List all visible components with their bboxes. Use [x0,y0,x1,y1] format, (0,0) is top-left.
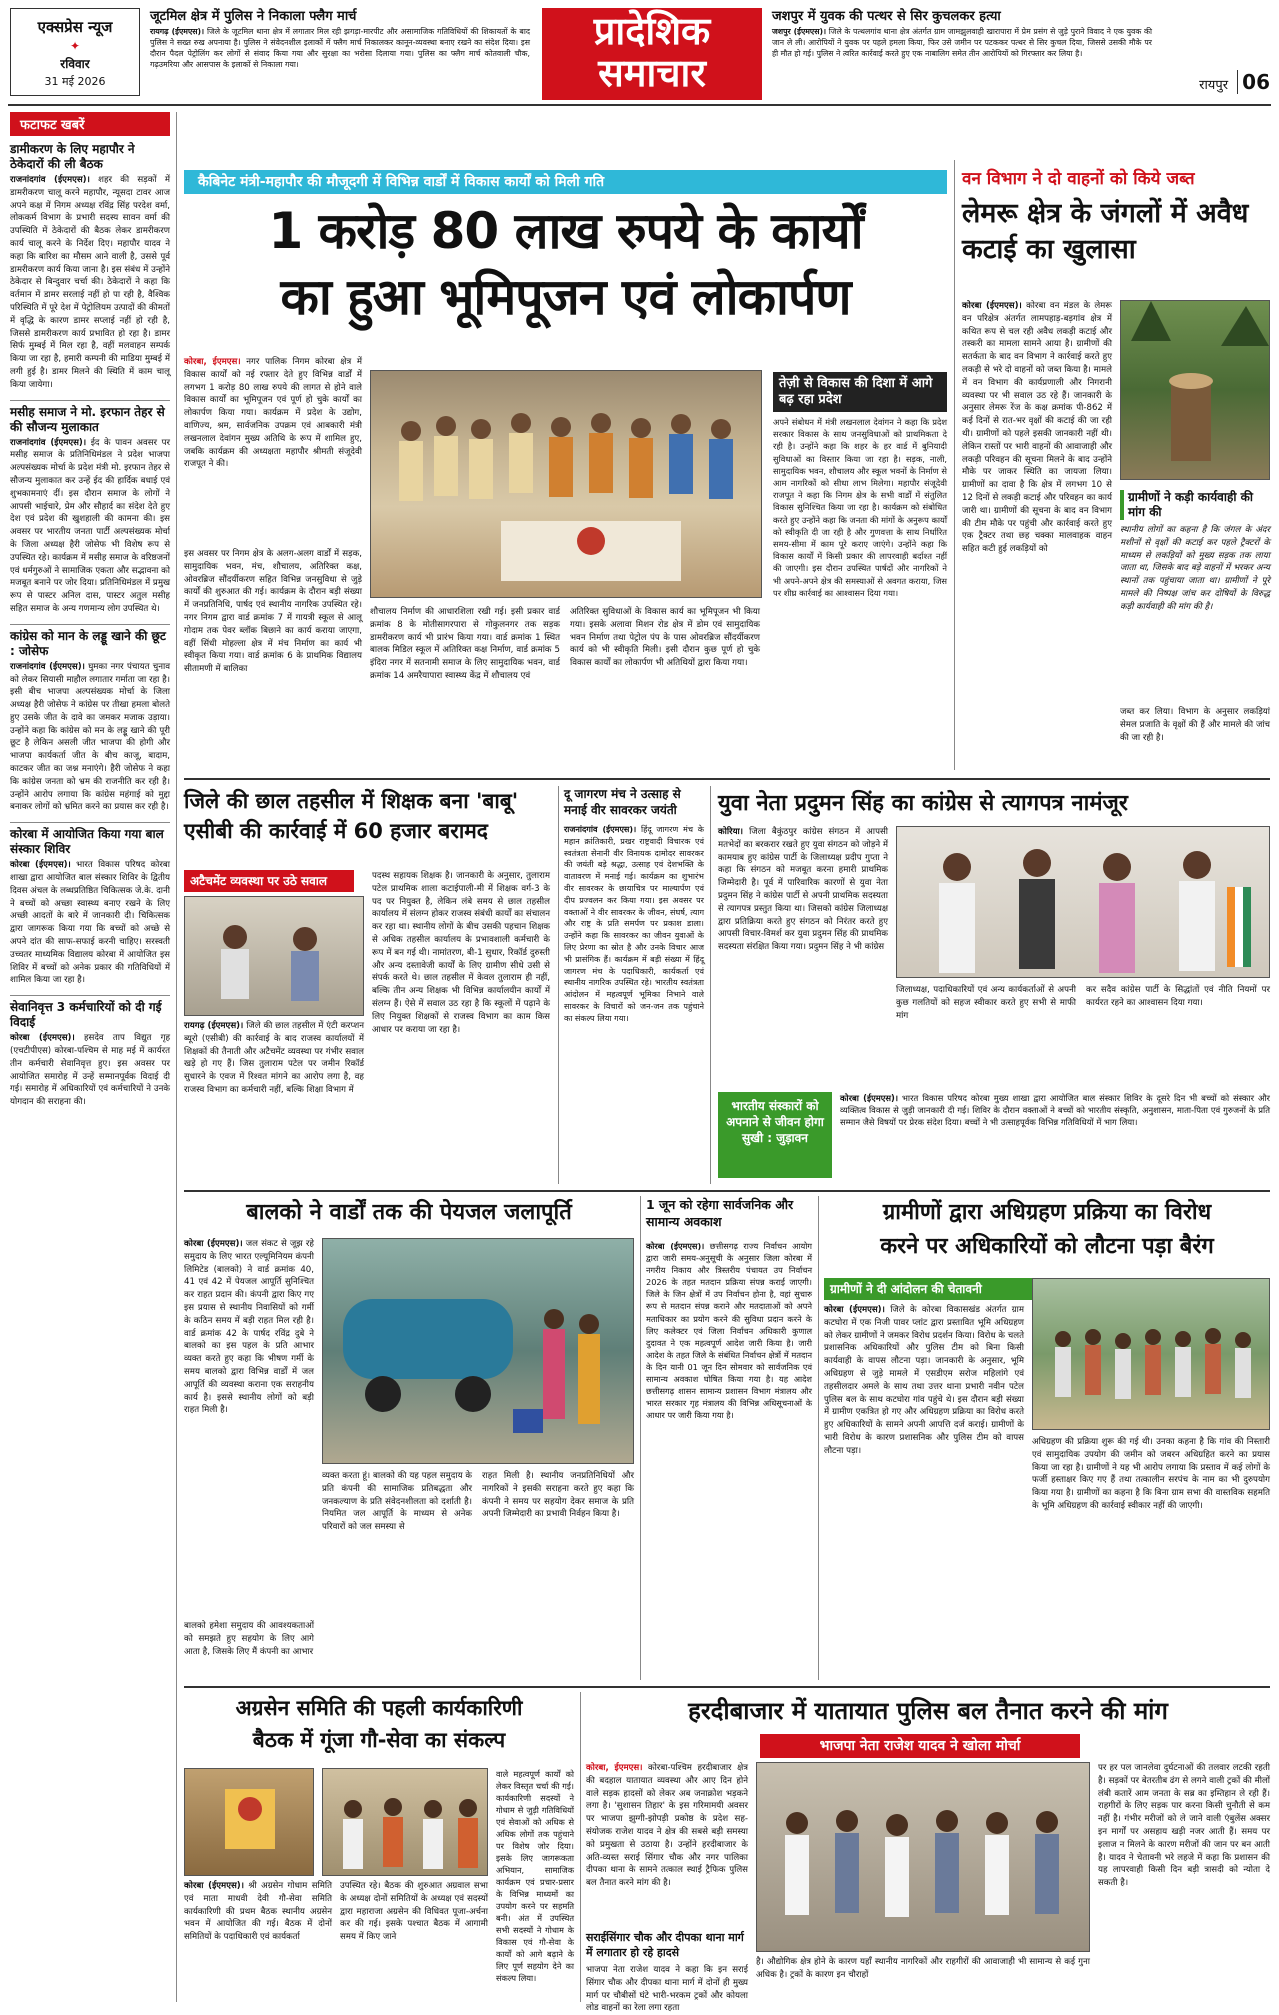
holiday-body: छत्तीसगढ़ राज्य निर्वाचन आयोग द्वारा जारी समय-अनुसूची के अनुसार जिला कोरबा में नगरीय निकाय और त्रिस्तरीय पंचायत उप निर्वाचन 2026 के तहत मतदान प्रक्रिया संपन्न कराई जाएगी। जिले के जिन क्षेत्रों में उप निर्वाचन होना है, वहां सुचारु रूप से मतदान संपन्न कराने और मतदाताओं को अपने मताधिकार का प्रयोग करने की सुविधा प्रदान करने के लिए कलेक्टर एवं जिला निर्वाचन अधिकारी कुणाल दुदावत ने एक महत्वपूर्ण आदेश जारी किया है। जारी आदेश के तहत जिले के संबंधित निर्वाचन क्षेत्रों में मतदान के दिन यानी 01 जून दिन सोमवार को सार्वजनिक एवं सामान्य अवकाश घोषित किया गया है। यह आदेश छत्तीसगढ़ शासन सामान्य प्रशासन विभाग मंत्रालय और भारत सरकार गृह मंत्रालय की विभिन्न अधिसूचनाओं के आधार पर जारी किया गया है। [646,1241,812,1421]
villagers-body-1: जिले के कोरबा विकासखंड अंतर्गत ग्राम कटघोरा में एक निजी पावर प्लांट द्वारा प्रस्तावित भूमि अधिग्रहण को लेकर ग्रामीणों ने जमकर विरोध प्रदर्शन किया। विरोध के चलते प्रशासनिक अधिकारियों और पुलिस टीम को बिना किसी कार्यवाही के वापस लौटना पड़ा। जानकारी के अनुसार, भूमि अधिग्रहण से जुड़े मामले में एसडीएम सरोज महिलांगे एवं तहसीलदार अमले के साथ तथा उत्तर थाना प्रभारी नवीन पटेल पुलिस बल के साथ कटघोरा गांव पहुंचे थे। इस दौरान बड़ी संख्या में ग्रामीण एकत्रित हो गए और अधिग्रहण प्रक्रिया का विरोध करते हुए अधिकारियों के सामने अपनी आपत्ति दर्ज कराई। ग्रामीणों के भारी विरोध के कारण प्रशासनिक और पुलिस टीम को वापस लौटना पड़ा। [824,1305,1024,1456]
day-label: रविवार [60,57,90,71]
water-headline: बालको ने वार्डों तक की पेयजल जलापूर्ति [246,1200,572,1225]
korba-sanskar-story [840,1092,1270,1178]
left-story-headline: जूटमिल क्षेत्र में पुलिस ने निकाला फ्लैग मार्च [150,9,357,24]
teacher-headline-line2: एसीबी की कार्रवाई में 60 हजार बरामद [184,819,488,843]
teacher-col-1 [184,1020,364,1184]
agrasen-col-2: उपस्थित रहे। बैठक की शुरुआत अग्रवाल सभा के अध्यक्ष दोनों समितियों के अध्यक्ष एवं सदस्यों द्वारा महाराजा अग्रसेन की विधिवत पूजा-अर्चना कर की गई। इसके पश्चात बैठक में आगामी समय में किए जाने [340,1881,488,1943]
pradyuman-col-3: कर सदैव कांग्रेस पार्टी के सिद्धांतों एवं नीति नियमों पर कार्यरत रहने का आश्वासन दिया गया। [1086,985,1270,1008]
brief-dateline: कोरबा (ईएमएस)। [10,860,71,871]
lead-sidebar [773,372,947,772]
villagers-kicker: ग्रामीणों ने दी आंदोलन की चेतावनी [824,1278,1038,1300]
puja-icon [185,1769,315,1877]
teacher-kicker: अटैचमेंट व्यवस्था पर उठे सवाल [184,870,354,892]
forest-tail: जब्त कर लिया। विभाग के अनुसार लकड़ियां सेमल प्रजाति के वृक्षों की हैं और मामले की जांच की जा रही है। [1120,707,1270,743]
teacher-col-2 [372,870,550,1184]
holiday-dateline: कोरबा (ईएमएस)। [646,1241,705,1251]
agrasen-body-1: श्री अग्रसेन गोधाम समिति एवं माता माधवी देवी गौ-सेवा समिति कार्यकारिणी की प्रथम बैठक स्थानीय अग्रसेन भवन में आयोजित की गई। बैठक में दोनों समितियों के पदाधिकारी एवं कार्यकर्ता [184,1881,332,1943]
villagers-col-2: अधिग्रहण की प्रक्रिया शुरू की गई थी। उनका कहना है कि गांव की निस्तारी एवं सामुदायिक उपयोग की जमीन को जबरन अधिग्रहित करने का प्रयास किया जा रहा है। ग्रामीणों ने यह भी आरोप लगाया कि प्रस्ताव में कई लोगों के फर्जी हस्ताक्षर किए गए हैं तथा तत्कालीन सरपंच के नाम का भी दुरुपयोग किया गया है। ग्रामीणों का कहना है कि बिना ग्राम सभा की वास्तविक सहमति के भूमि अधिग्रहण की कार्रवाई स्वीकार नहीं की जाएगी। [1032,1437,1270,1511]
brief-dateline: कोरबा (ईएमएस)। [10,1033,75,1044]
agrasen-dateline: कोरबा (ईएमएस)। [184,1881,244,1891]
lead-col-3 [370,606,560,772]
lead-body-4: अतिरिक्त सुविधाओं के विकास कार्य का भूमिपूजन भी किया गया। इसके अलावा मिशन रोड क्षेत्र में डोम एवं सामुदायिक भवन निर्माण तथा पेट्रोल पंप के पास ओवरब्रिज सौंदर्यीकरण कार्य को भी स्वीकृति मिली। इसी दौरान कुछ पूर्ण हो चुके विकास कार्यों का लोकार्पण भी अतिथियों द्वारा किया गया। [570,607,760,669]
water-photo [322,1238,634,1464]
traffic-dateline: कोरबा, ईएमएस। [586,1763,643,1773]
traffic-body-1: कोरबा-पश्चिम हरदीबाजार क्षेत्र की बदहाल यातायात व्यवस्था और आए दिन होने वाले सड़क हादसों को लेकर अब जनाक्रोश भड़कने लगा है। 'सुशासन तिहार' के इस गरिमामयी अवसर पर भाजपा झुग्गी-झोपड़ी प्रकोष्ठ के प्रदेश सह-संयोजक राजेश यादव ने क्षेत्र की सबसे बड़ी समस्या को प्रमुखता से उठाया है। उन्होंने हरदीबाजार के अति-व्यस्त सराई सिंगार चौक और नगर पालिका दीपका थाना के सामने तत्काल स्थाई ट्रैफिक पुलिस बल तैनात करने मांग की है। [586,1763,748,1889]
lead-side-body: अपने संबोधन में मंत्री लखनलाल देवांगन ने कहा कि प्रदेश सरकार विकास के साथ जनसुविधाओं को प्राथमिकता दे रही है। उन्होंने कहा कि शहर के हर वार्ड में बुनियादी सुविधाओं का विस्तार किया जा रहा है। सड़क, नाली, सामुदायिक भवन, शौचालय और स्कूल भवनों के निर्माण से आम नागरिकों को सीधा लाभ मिलेगा। महापौर संजूदेवी राजपूत ने कहा कि निगम क्षेत्र के सभी वार्डों में संतुलित विकास सुनिश्चित किया जा रहा है। कार्यक्रम को संबोधित करते हुए उन्होंने कहा कि जनता की मांगों के अनुरूप कार्यों को स्वीकृति दी जा रही है और गुणवत्ता के साथ निर्धारित समय-सीमा में काम पूरे कराए जाएंगे। उन्होंने कहा कि विकास कार्यों में किसी प्रकार की लापरवाही बर्दाश्त नहीं की जाएगी। इस दौरान उपस्थित पार्षदों और नागरिकों ने भी अपने-अपने क्षेत्र की समस्याओं से अवगत कराया, जिस पर शीघ्र कार्रवाई का आश्वासन दिया गया। [773,417,947,598]
traffic-kicker: भाजपा नेता राजेश यादव ने खोला मोर्चा [760,1734,1080,1758]
page-number: 06 [1237,70,1270,94]
holiday-col [646,1240,812,1680]
brief-item-5 [10,995,170,1109]
city-label: रायपुर [1199,78,1229,93]
pradyuman-dateline: कोरिया। [718,827,744,837]
veer-dateline: राजनांदगांव (ईएमएस)। [564,824,637,834]
office-people-icon [185,897,365,1017]
water-col-1 [184,1238,314,1618]
brief-body: हसदेव ताप विद्युत गृह (एचटीपीएस) कोरबा-पश्चिम से माह मई में कार्यरत तीन कर्मचारी सेवानिवृत्त हुए। इस अवसर पर आयोजित समारोह में उन्हें सम्मानपूर्वक विदाई दी गई। समारोह में अधिकारियों एवं कर्मचारियों ने उनके योगदान की सराहना की। [10,1033,171,1108]
brief-headline: मसीह समाज ने मो. इरफान तेहर से की सौजन्य मुलाकात [10,404,165,434]
brief-dateline: राजनांदगांव (ईएमएस)। [10,437,87,448]
left-story-dateline: रायगढ़ (ईएमएस)। [150,27,205,36]
traffic-photo [756,1762,1090,1952]
left-story-body: जिले के जूटमिल थाना क्षेत्र में लगातार मिल रही झगड़ा-मारपीट और असामाजिक गतिविधियों की शिकायतों के बाद पुलिस ने सख्त रुख अपनाया है। पुलिस ने संवेदनशील इलाकों में फ्लैग मार्च निकालकर कानून-व्यवस्था बनाए रखने का संदेश दिया। इस दौरान पैदल पेट्रोलिंग कर लोगों से संवाद किया गया और सुरक्षा का भरोसा दिलाया गया। पुलिस का फ्लैग मार्च कोतवाली चौक, गढ़उमरिया और आसपास के इलाकों से निकाला गया। [150,27,530,69]
agrasen-headline [184,1692,574,1762]
teacher-dateline: रायगढ़ (ईएमएस)। [184,1021,244,1031]
traffic-col-3: है। औद्योगिक क्षेत्र होने के कारण यहाँ स्थानीय नागरिकों और राहगीरों की आवाजाही भी सामान्य से कई गुना अधिक है। ट्रकों के कारण इन चौराहों [756,1957,1090,1980]
lead-headline [184,198,947,348]
agrasen-headline-line1: अग्रसेन समिति की पहली कार्यकारिणी [235,1696,523,1720]
agrasen-col-3: वाले महत्वपूर्ण कार्यों को लेकर विस्तृत चर्चा की गई। कार्यकारिणी सदस्यों ने गोधाम से जुड़ी गतिविधियों एवं सेवाओं को अधिक से अधिक लोगों तक पहुंचाने पर विशेष जोर दिया। इसके लिए जागरूकता अभियान, सामाजिक कार्यक्रम एवं प्रचार-प्रसार के विभिन्न माध्यमों का उपयोग करने पर सहमति बनी। अंत में उपस्थित सभी सदस्यों ने गोधाम के विकास एवं गौ-सेवा के कार्यों को आगे बढ़ाने के लिए पूर्ण सहयोग देने का संकल्प लिया। [496,1769,574,1983]
brief-body: भारत विकास परिषद कोरबा शाखा द्वारा आयोजित बाल संस्कार शिविर के द्वितीय दिवस अंचल के लब्धप्रतिष्ठित चिकित्सक जे.के. दानी ने बच्चों को अच्छा स्वास्थ्य बनाए रखने के लिए अच्छी आदतों के बारे में जानकारी दी। चिकित्सक द्वारा जागरूक किया गया कि बच्चों को अच्छे से अपने दांत की साफ-सफाई करनी चाहिए। सरस्वती उच्चतर माध्यमिक विद्यालय कोरबा में आयोजित इस शिविर में बच्चों को अनेक प्रकार की गतिविधियों में शामिल किया जा रहा है। [10,860,170,986]
meeting-icon [323,1769,489,1877]
water-col-3: व्यक्त करता हूं। बालको की यह पहल समुदाय के प्रति कंपनी की सामाजिक प्रतिबद्धता और जनकल्याण के प्रति संवेदनशीलता को दर्शाती है। नियमित जल आपूर्ति के माध्यम से अनेक परिवारों को जल समस्या से [322,1471,472,1533]
brief-headline: कांग्रेस को मान के लड्डू खाने की छूट : जोसेफ [10,628,166,658]
teacher-headline-line1: जिले की छाल तहसील में शिक्षक बना 'बाबू' [184,789,519,813]
lead-headline-line2: का हुआ भूमिपूजन एवं लोकार्पण [280,268,851,326]
villagers-dateline: कोरबा (ईएमएस)। [824,1305,885,1315]
tree-stump-icon [1121,301,1271,481]
officials-meeting-icon [757,1763,1091,1953]
brief-body: शहर की सड़कों में डामरीकरण चालू करने महापौर, न्यूसदा टावर आज अपने कक्ष में निगम अध्यक्ष रविंद्र सिंह परदेश वर्मा, लोककर्म विभाग के प्रभारी सदस्य सावन वर्मा की उपस्थिति में ठेकेदारों की बैठक लेकर डामरीकरण कार्य चालू करने के निर्देश दिए। महापौर यादव ने कहा कि बारिश का मौसम आने वाली है, उससे पूर्व डामरीकरण कार्य किया जाना है। इस संबंध में उन्होंने ठेकेदार से बिन्दुवार चर्चा की। ठेकेदारों ने कहा कि वर्तमान में डामर सरलाई नहीं हो पा रही है, वैश्विक परिस्थिति में पूरे देश में पेट्रोलियम उत्पादों की कीमतों में वृद्धि के कारण डामर सप्लाई नहीं हो रही है, जिससे डामरीकरण कार्य प्रभावित हो रहा है। डामर सिर्फ मुम्बई में मिल रहा है, वहीं मलवाहन सम्पर्क किया जा रहा है, हमारी कम्पनी की माडिया मुम्बई में लगी हुई है। डामर मिलने की स्थिति में काम चालू किया जायेगा। [10,175,170,390]
pradyuman-headline: युवा नेता प्रदुमन सिंह का कांग्रेस से त्यागपत्र नामंजूर [718,791,1128,816]
brief-body: घुमका नगर पंचायत चुनाव को लेकर सियासी माहौल लगातार गर्माता जा रहा है। इसी बीच भाजपा अल्पसंख्यक मोर्चा के जिला अध्यक्ष हैरी जोसेफ ने कांग्रेस पर तीखा हमला बोलते हुए उसके जीत के दावे का जमकर मजाक उड़ाया। उन्होंने कहा कि कांग्रेस को मन के लड्डू खाने की पूरी छूट है लेकिन असली जीत भाजपा की होगी और भाजपा कार्यकर्ता जीत के बीच काजू, बादाम, काटकर जीत का जश्न मनाएंगे। हैरी जोसेफ ने कहा कि कांग्रेस जनता को भ्रम की राजनीति कर रही है। उन्होंने आरोप लगाया कि कांग्रेस महंगाई को मुद्दा बनाकर लोगों को भ्रमित करने का प्रयास कर रही है। [10,661,171,813]
crowd-icon [1033,1279,1271,1431]
water-col-4: राहत मिली है। स्थानीय जनप्रतिनिधियों और नागरिकों ने इसकी सराहना करते हुए कहा कि कंपनी ने समय पर सहयोग देकर समाज के प्रति अपनी जिम्मेदारी का प्रभावी निर्वहन किया है। [482,1471,634,1520]
lead-kicker: कैबिनेट मंत्री-महापौर की मौजूदगी में विभिन्न वार्डों में विकास कार्यों को मिली गति [184,170,947,194]
forest-dateline: कोरबा (ईएमएस)। [962,301,1022,311]
lead-body-2: इस अवसर पर निगम क्षेत्र के अलग-अलग वार्डों में सड़क, सामुदायिक भवन, मंच, शौचालय, अतिरिक्त कक्ष, ओवरब्रिज सौंदर्यीकरण सहित विभिन्न जनसुविधा से जुड़े कार्यों की शुरुआत की गई। कार्यक्रम के दौरान बड़ी संख्या में जनप्रतिनिधि, पार्षद एवं स्थानीय नागरिक उपस्थित रहे। नगर निगम द्वारा वार्ड क्रमांक 7 में गायत्री स्कूल से आलू गोदाम तक पेवर ब्लॉक बिछाने का कार्य कराया जाएगा, वहीं सिंधी मोहल्ला क्षेत्र में मंच निर्माण का कार्य भी स्वीकृत किया गया। वार्ड क्रमांक 6 के प्राथमिक विद्यालय सीतामणी में बालिका [184,549,362,675]
brief-item-1 [10,142,170,392]
agrasen-headline-line2: बैठक में गूंजा गौ-सेवा का संकल्प [252,1728,506,1752]
lead-side-kicker: तेज़ी से विकास की दिशा में आगे बढ़ रहा प्रदेश [773,372,947,412]
lead-photo [370,370,762,598]
veer-kicker: दू जागरण मंच ने उत्साह से मनाई वीर सावरकर जयंती [564,787,681,817]
water-tanker-icon [323,1239,635,1465]
briefs-label: फटाफट खबरें [10,112,170,136]
brief-item-3 [10,624,170,815]
left-briefs-column [10,112,170,2002]
ornament-icon: ✦ [69,39,81,53]
right-story-dateline: जशपुर (ईएमएस)। [772,27,827,36]
water-body-1: जल संकट से जूझ रहे समुदाय के लिए भारत एल्यूमिनियम कंपनी लिमिटेड (बालको) ने वार्ड क्रमांक 40, 41 एवं 42 में पेयजल आपूर्ति सुनिश्चित कर राहत प्रदान की। कंपनी द्वारा किए गए इस प्रयास से स्थानीय निवासियों को गर्मी के कठिन समय में बड़ी राहत मिल रही है। वार्ड क्रमांक 42 के पार्षद रविंद्र दुबे ने बालको का इस पहल के प्रति आभार व्यक्त करते हुए कहा कि भीषण गर्मी के समय बालको द्वारा विभिन्न वार्डों में जल आपूर्ति की व्यवस्था कराना एक सराहनीय कार्य है। इससे स्थानीय लोगों को बड़ी राहत मिली है। [184,1239,314,1416]
lead-col-4 [570,606,760,772]
brief-dateline: राजनांदगांव (ईएमएस)। [10,175,90,185]
villagers-photo [1032,1278,1270,1430]
agrasen-photo-1 [184,1768,314,1876]
forest-box [1120,490,1270,730]
traffic-subhead: सराईसिंगार चौक और दीपका थाना मार्ग में लगातार हो रहे हादसे [586,1931,744,1959]
date-label: 31 मई 2026 [44,75,106,88]
agrasen-photo-2 [322,1768,488,1876]
teacher-body-1: जिले की छाल तहसील में एंटी करप्शन ब्यूरो (एसीबी) की कार्रवाई के बाद राजस्व कार्यालयों में शिक्षकों की तैनाती और अटैचमेंट व्यवस्था पर गंभीर सवाल खड़े हो गए हैं। जिस तुलाराम पटेल पर जमीन रिकॉर्ड सुधारने के एवज में रिश्वत मांगने का आरोप लगा है, वह राजस्व विभाग का कर्मचारी नहीं, बल्कि शिक्षा विभाग में [184,1021,365,1095]
forest-headline: लेमरू क्षेत्र के जंगलों में अवैध कटाई का खुलासा [962,198,1249,265]
traffic-headline: हरदीबाजार में यातायात पुलिस बल तैनात करने की मांग [688,1697,1168,1725]
masthead-datebox [10,8,140,96]
group-of-men-icon [897,827,1271,979]
brief-dateline: राजनांदगांव (ईएमएस)। [10,661,85,672]
pradyuman-col-1 [718,826,888,1088]
forest-photo [1120,300,1270,480]
brief-headline: कोरबा में आयोजित किया गया बाल संस्कार शिविर [10,827,164,857]
lead-body-3: शौचालय निर्माण की आधारशिला रखी गई। इसी प्रकार वार्ड क्रमांक 8 के मोतीसागरपारा से गोकुलनगर तक सड़क डामरीकरण कार्य भी प्रारंभ किया गया। वार्ड क्रमांक 1 स्थित बालक मिडिल स्कूल में अतिरिक्त कक्ष निर्माण, वार्ड क्रमांक 5 इंदिरा नगर में सतनामी समाज के लिए सामुदायिक भवन, वार्ड क्रमांक 14 अमरैयापारा स्वास्थ्य केंद्र में शौचालय एवं [370,607,560,681]
veer-box-kicker: भारतीय संस्कारों को अपनाने से जीवन होगा सुखी : जुड़ावन [718,1092,832,1178]
brief-headline: सेवानिवृत्त 3 कर्मचारियों को दी गई विदाई [10,1000,162,1030]
pradyuman-body: जिला बैकुंठपुर कांग्रेस संगठन में आपसी मतभेदों का बरकरार रखते हुए युवा संगठन को जोड़ने में कामयाब हुए कांग्रेस पार्टी के जिलाध्यक्ष प्रदीप गुप्ता ने कहा कि संगठन को मजबूत करना हमारी प्राथमिक जिम्मेदारी है। पूर्व में पारिवारिक कारणों से युवा नेता प्रदुमन सिंह ने कांग्रेस पार्टी से अपनी प्राथमिक सदस्यता से त्यागपत्र प्रस्तुत किया था। जिसको कांग्रेस जिलाध्यक्ष द्वारा प्रतिक्रिया करते हुए संगठन को निरंतर करते हुए आपसी विचार-विमर्श कर युवा प्रदुमन सिंह की प्राथमिक सदस्यता संरक्षित किया गया। प्रदुमन सिंह ने भी कांग्रेस [718,827,888,953]
right-story-headline: जशपुर में युवक की पत्थर से सिर कुचलकर हत्या [772,9,1001,24]
forest-kicker: वन विभाग ने दो वाहनों को किये जब्त [962,169,1195,189]
pradyuman-photo [896,826,1270,978]
villagers-headline-line1: ग्रामीणों द्वारा अधिग्रहण प्रक्रिया का विरोध [882,1200,1212,1225]
villagers-headline [824,1196,1270,1272]
traffic-col-4: पर हर पल जानलेवा दुर्घटनाओं की तलवार लटकी रहती है। सड़कों पर बेतरतीब ढंग से लगने वाली ट्रकों की मीलों लंबी कतारें आम जनता के सब्र का इम्तिहान ले रही हैं। राहगीरों के लिए सड़क पार करना किसी चुनौती से कम नहीं है। गंभीर मरीजों को ले जाने वाली एंबुलेंस अक्सर इन मार्गों पर असहाय खड़ी नजर आती हैं। समय पर इलाज न मिलने के कारण मरीजों की जान पर बन आती है। यादव ने चेतावनी भरे लहजे में कहा कि प्रशासन की यह लापरवाही किसी दिन बड़ी त्रासदी को न्योता दे सकती है। [1098,1763,1270,1889]
section-title-2: समाचार [598,51,706,95]
villagers-headline-line2: करने पर अधिकारियों को लौटना पड़ा बैरंग [880,1234,1214,1259]
veer-col [564,824,704,1124]
brief-item-4 [10,822,170,987]
lead-col-1b [184,548,362,808]
brief-headline: डामीकरण के लिए महापौर ने ठेकेदारों की ली बैठक [10,142,135,171]
teacher-body-2: पदस्थ सहायक शिक्षक है। जानकारी के अनुसार, तुलाराम पटेल प्राथमिक शाला कटाईपाली-मी में शिक्षक वर्ग-3 के पद पर नियुक्त है, लेकिन लंबे समय से छाल तहसील कार्यालय में संलग्न होकर राजस्व संबंधी कार्यों का संचालन कर रहा था। स्थानीय लोगों के बीच उसकी पहचान शिक्षक से अधिक तहसील कार्यालय के प्रभावशाली कर्मचारी के रूप में बन गई थी। नामांतरण, बी-1 सुधार, रिकॉर्ड दुरुस्ती और अन्य दस्तावेजी कार्यों के लिए ग्रामीण सीधे उसी से संपर्क करते थे। छाल तहसील में केवल तुलाराम ही नहीं, बल्कि तीन अन्य शिक्षक भी विभिन्न कार्यालयीन कार्यों में संलग्न हैं। ऐसे में सवाल उठ रहा है कि स्कूलों में पढ़ाने के लिए नियुक्त शिक्षकों से राजस्व विभाग का काम किस आधार पर कराया जा रहा है। [372,871,550,1035]
villagers-col-1 [824,1304,1024,1680]
forest-box-body: स्थानीय लोगों का कहना है कि जंगल के अंदर मशीनों से वृक्षों की कटाई कर पहले ट्रैक्टरों के माध्यम से लकड़ियों को मुख्य सड़क तक लाया जाता था, जिसके बाद बड़े वाहनों में भरकर अन्य स्थानों तक पहुंचाया जाता था। ग्रामीणों ने पूरे मामले की निष्पक्ष जांच कर दोषियों के विरुद्ध कड़ी कार्यवाही की मांग की है। [1120,525,1270,612]
agrasen-col-1 [184,1880,332,2000]
forest-body: कोरबा वन मंडल के लेमरू वन परिक्षेत्र अंतर्गत लामपहाड़-बड़गांव क्षेत्र में कथित रूप से चल रही अवैध लकड़ी कटाई और तस्करी का मामला सामने आया है। ग्रामीणों की सतर्कता के बाद वन विभाग ने कार्रवाई करते हुए लकड़ी से भरे दो वाहनों को जब्त किया है। मामले में वन विभाग की कार्यप्रणाली और निगरानी व्यवस्था पर भी सवाल उठ रहे हैं। जानकारी के अनुसार लेमरू रेंज के कक्ष क्रमांक पी-862 में कई दिनों से रात-भर वृक्षों की कटाई की जा रही थी। ग्रामीणों को पहले इसकी जानकारी नहीं थी। लेकिन रास्तों पर भारी वाहनों की आवाजाही और लकड़ी परिवहन की सूचना मिलने के बाद उन्होंने मौके पर जाकर स्थिति का जायजा लिया। ग्रामीणों का दावा है कि क्षेत्र में लगभग 10 से 12 दिनों से लकड़ी कटाई और परिवहन का कार्य जारी था। ग्रामीणों की सूचना के बाद वन विभाग की टीम मौके पर पहुंची और कार्रवाई करते हुए एक ट्रैक्टर तथा छह चक्का मालवाहक वाहन सहित कटी हुई लकड़ियों को [962,301,1112,555]
korba-sanskar-body: भारत विकास परिषद कोरबा मुख्य शाखा द्वारा आयोजित बाल संस्कार शिविर के दूसरे दिन भी बच्चों को संस्कार और व्यक्तित्व विकास से जुड़ी जानकारी दी गई। शिविर के दौरान वक्ताओं ने बच्चों को भारतीय संस्कृति, अनुशासन, माता-पिता एवं गुरुजनों के प्रति सम्मान जैसे विषयों पर प्रेरक संदेश दिया। बच्चों ने भी उत्साहपूर्वक विभिन्न गतिविधियों में भाग लिया। [840,1093,1270,1127]
brief-item-2 [10,400,170,616]
lead-body-1: नगर पालिक निगम कोरबा क्षेत्र में विकास कार्यों को नई रफ्तार देते हुए विभिन्न वार्डों में लगभग 1 करोड़ 80 लाख रुपये की लागत से होने वाले विकास कार्यों का भूमिपूजन एवं पूर्ण हो चुके कार्यों का लोकार्पण किया गया। कार्यक्रम में प्रदेश के उद्योग, वाणिज्य, श्रम, सार्वजनिक उपक्रम एवं आबकारी मंत्री लखनलाल देवांगन मुख्य अतिथि के रूप में शामिल हुए, जबकि कार्यक्रम की अध्यक्षता महापौर श्रीमती संजूदेवी राजपूत ने की। [184,357,362,470]
page-folio [1170,70,1270,98]
forest-col-1 [962,300,1112,770]
brief-body: ईद के पावन अवसर पर मसीह समाज के प्रतिनिधिमंडल ने प्रदेश भाजपा अल्पसंख्यक मोर्चा के प्रदेश मंत्री मो. इरफान तेहर से सौजन्य मुलाकात कर उन्हें ईद की हार्दिक बधाई एवं शुभकामनाएं दीं। इस दौरान समाज के लोगों ने आपसी भाईचारे, प्रेम और सौहार्द का संदेश देते हुए देश एवं प्रदेश की खुशहाली की कामना की। इस अवसर पर भारतीय जनता पार्टी अल्पसंख्यक मोर्चा के जिला अध्यक्ष हैरी जोसेफ भी विशेष रूप से उपस्थित रहे। कार्यक्रम में मसीह समाज के वरिष्ठजनों एवं धर्मगुरुओं ने सामाजिक एकता और सद्भावना को मजबूत बनाने पर जोर दिया। प्रतिनिधिमंडल में प्रमुख रूप से पास्टर अनिल दास, पास्टर अतुल मसीह सहित समाज के अन्य गणमान्य लोग उपस्थित थे। [10,437,171,614]
korba-sanskar-dateline: कोरबा (ईएमएस)। [840,1093,899,1103]
teacher-photo [184,896,364,1016]
veer-body: हिंदू जागरण मंच के महान क्रांतिकारी, प्रखर राष्ट्रवादी विचारक एवं स्वतंत्रता सेनानी वीर विनायक दामोदर सावरकर की जयंती बड़े श्रद्धा, उत्साह एवं देशभक्ति के वातावरण में मनाई गई। कार्यक्रम का शुभारंभ वीर सावरकर के छायाचित्र पर माल्यार्पण एवं दीप प्रज्वलन कर किया गया। इस अवसर पर वक्ताओं ने वीर सावरकर के जीवन, संघर्ष, त्याग और राष्ट्र के प्रति समर्पण पर प्रकाश डाला। उन्होंने कहा कि सावरकर का जीवन युवाओं के लिए प्रेरणा का स्रोत है और उनके विचार आज भी प्रासंगिक हैं। कार्यक्रम में बड़ी संख्या में हिंदू जागरण मंच के पदाधिकारी, कार्यकर्ता एवं स्थानीय नागरिक उपस्थित रहे। भारतीय स्वतंत्रता आंदोलन में महत्वपूर्ण भूमिका निभाने वाले सावरकर के विचारों को जन-जन तक पहुंचाने का संकल्प लिया गया। [564,824,704,1023]
forest-box-title: ग्रामीणों ने कड़ी कार्यवाही की मांग की [1120,490,1270,520]
holiday-headline: 1 जून को रहेगा सार्वजनिक और सामान्य अवकाश [646,1197,794,1229]
lead-dateline: कोरबा, ईएमएस। [184,357,241,367]
section-banner [542,8,762,100]
water-dateline: कोरबा (ईएमएस)। [184,1239,243,1249]
masthead-right-story [772,6,1152,98]
masthead-left-story [150,6,530,98]
paper-name: एक्सप्रेस न्यूज [37,18,113,36]
water-col-1b: बालको हमेशा समुदाय की आवश्यकताओं को समझते हुए सहयोग के लिए आगे आता है, जिसके लिए मैं कंपनी का आभार [184,1621,314,1657]
section-title-1: प्रादेशिक [593,9,711,53]
people-gathering-icon [371,371,763,599]
pradyuman-col-2: जिलाध्यक्ष, पदाधिकारियों एवं अन्य कार्यकर्ताओं से अपनी कुछ गलतियों को सहज स्वीकार करते हुए सभी से माफी मांग [896,985,1076,1021]
right-story-body: जिले के पत्थलगांव थाना क्षेत्र अंतर्गत ग्राम जामझुलवाही खारापारा में प्रेम प्रसंग से जुड़े पुराने विवाद ने एक युवक की जान ले ली। आरोपियों ने युवक पर पहले हमला किया, फिर उसे जमीन पर पटककर पत्थर से सिर कुचल दिया, जिससे उसकी मौके पर ही मौत हो गई। पुलिस ने त्वरित कार्रवाई करते हुए एक नाबालिग समेत तीन आरोपियों को गिरफ्तार कर लिया है। [772,27,1153,58]
teacher-headline [184,786,554,866]
lead-headline-line1: 1 करोड़ 80 लाख रुपये के कार्यों [268,202,863,260]
traffic-col-1b: भाजपा नेता राजेश यादव ने कहा कि इन सराई सिंगार चौक और दीपका थाना मार्ग में दोनों ही मुख्य मार्ग पर चौबीसों घंटे भारी-भरकम ट्रकों और कोयला लोड वाहनों का रेला लगा रहता [586,1965,748,2014]
